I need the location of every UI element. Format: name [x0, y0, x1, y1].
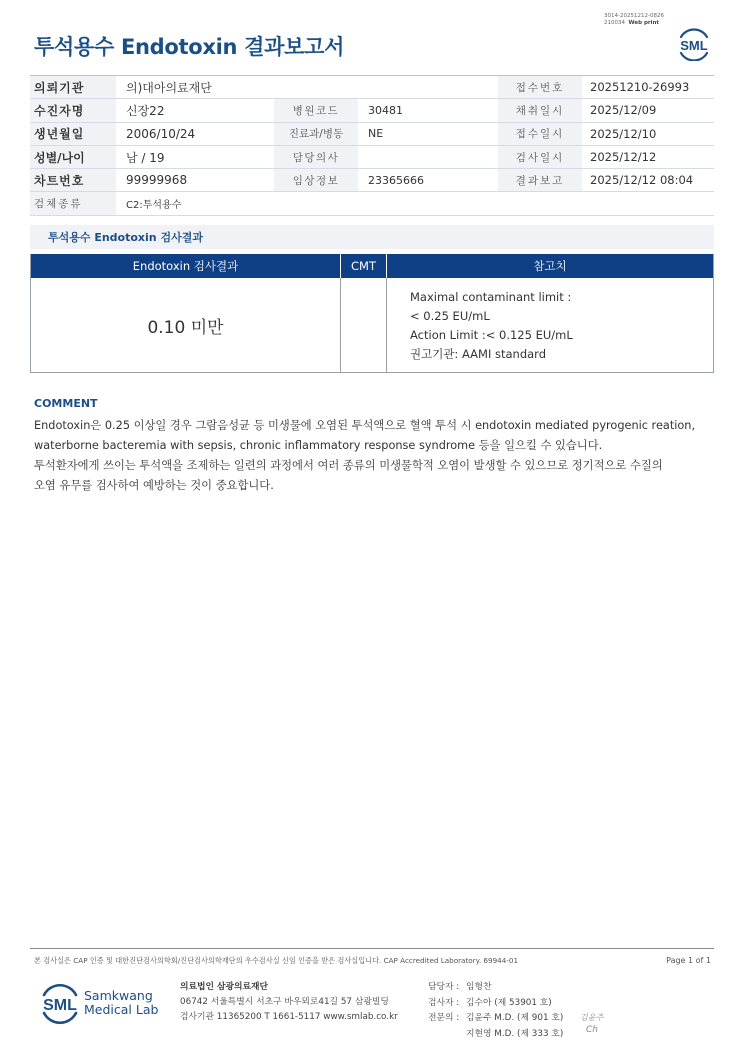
label-specimen-type: 검체종류 [30, 192, 116, 214]
label-collection-date: 채취일시 [498, 99, 582, 121]
value-result-report: 2025/12/12 08:04 [590, 173, 694, 188]
organization-info [180, 980, 398, 1025]
label-clinical-info: 임상정보 [274, 169, 358, 191]
label-physician: 담당의사 [274, 146, 358, 168]
brand-name [84, 989, 158, 1017]
accreditation-note: 본 검사실은 CAP 인증 및 대한진단검사의학회/진단검사의학재단의 우수검사실 신임 인증을 받은 검사실입니다. CAP Accredited Laboratory. 69944-01 [34, 956, 519, 965]
staff-row: 지현영 M.D. (제 333 호) [466, 1028, 564, 1039]
page-number: Page 1 of 1 [666, 956, 711, 965]
value-requesting-institution: 의)대아의료재단 [126, 80, 212, 95]
label-receipt-number: 접수번호 [498, 76, 582, 98]
comment-title: COMMENT [34, 397, 98, 410]
document-code-line2: 210034 Web print [604, 20, 660, 26]
info-row [30, 123, 714, 146]
comment-line: 오염 유무를 검사하여 예방하는 것이 중요합니다. [34, 479, 274, 492]
document-code-line1: 3014-20251212-0826 [604, 13, 664, 19]
header-endotoxin-result: Endotoxin 검사결과 [31, 254, 341, 278]
label-patient-name: 수진자명 [30, 99, 116, 121]
comment-line: 투석환자에게 쓰이는 투석액을 조제하는 일련의 과정에서 여러 종류의 미생물학적 오염이 발생할 수 있으므로 정기적으로 수질의 [34, 459, 663, 472]
value-hospital-code: 30481 [368, 103, 403, 117]
label-birth-date: 생년월일 [30, 123, 116, 145]
cmt-value [341, 278, 387, 372]
comment-line: waterborne bacteremia with sepsis, chronic inflammatory response syndrome 등을 일으킬 수 있습니다. [34, 439, 603, 452]
label-test-date: 검사일시 [498, 146, 582, 168]
brand-line: Samkwang [84, 988, 153, 1003]
patient-info-table [30, 75, 714, 216]
info-row [30, 76, 714, 99]
value-test-date: 2025/12/12 [590, 150, 657, 165]
value-department: NE [368, 127, 384, 141]
value-receipt-number: 20251210-26993 [590, 80, 690, 95]
staff-row: 검사자 : 김수아 (제 53901 호) [428, 997, 552, 1008]
organization-contact: 검사기관 11365200 T 1661-5117 www.smlab.co.kr [180, 1012, 398, 1022]
section-title: 투석용수 Endotoxin 검사결과 [30, 225, 714, 249]
results-header [31, 254, 713, 278]
document-code [604, 13, 664, 27]
comment-line: Endotoxin은 0.25 이상일 경우 그람음성균 등 미생물에 오염된 투석액으로 혈액 투석 시 endotoxin mediated pyrogenic reation, [34, 419, 696, 432]
header-cmt: CMT [341, 254, 387, 278]
reference-line: < 0.25 EU/mL [410, 309, 490, 323]
reference-line: 권고기관: AAMI standard [410, 347, 546, 361]
staff-row: 전문의 : 김윤주 M.D. (제 901 호) [428, 1013, 564, 1023]
value-sex-age: 남 / 19 [126, 150, 165, 165]
value-birth-date: 2006/10/24 [126, 126, 196, 141]
label-sex-age: 성별/나이 [30, 146, 116, 168]
label-receipt-date: 접수일시 [498, 123, 582, 145]
value-patient-name: 신장22 [126, 103, 165, 118]
label-department: 진료과/병동 [274, 123, 358, 145]
value-specimen-type: C2:투석용수 [126, 200, 182, 212]
sml-logo-icon [38, 982, 82, 1024]
results-table [30, 254, 714, 373]
sml-logo-icon [676, 27, 712, 61]
info-row [30, 146, 714, 169]
signature: 김윤주 [580, 1013, 604, 1022]
reference-line: Maximal contaminant limit : [410, 290, 572, 304]
info-row [30, 99, 714, 122]
info-row [30, 169, 714, 192]
value-receipt-date: 2025/12/10 [590, 126, 657, 141]
value-collection-date: 2025/12/09 [590, 103, 657, 118]
footer-divider [30, 948, 714, 949]
svg-text:SML: SML [680, 38, 708, 53]
reference-line: Action Limit :< 0.125 EU/mL [410, 328, 573, 342]
label-chart-number: 차트번호 [30, 169, 116, 191]
label-requesting-institution: 의뢰기관 [30, 76, 116, 98]
signature: Ch [586, 1025, 598, 1035]
staff-row: 담당자 : 임형찬 [428, 982, 492, 992]
label-hospital-code: 병원코드 [274, 99, 358, 121]
label-result-report: 결과보고 [498, 169, 582, 191]
comment-body [34, 416, 724, 496]
page-title: 투석용수 Endotoxin 결과보고서 [34, 35, 345, 59]
results-row [31, 278, 713, 372]
endotoxin-result-value: 0.10 미만 [31, 278, 341, 372]
brand-line: Medical Lab [84, 1002, 159, 1017]
reference-range [387, 278, 713, 372]
header-reference: 참고치 [533, 259, 567, 273]
info-row-specimen [30, 192, 714, 215]
organization-name: 의료법인 삼광의료재단 [180, 982, 269, 992]
organization-address: 06742 서울특별시 서초구 바우뫼로41길 57 삼광빌딩 [180, 997, 389, 1007]
svg-text:SML: SML [43, 997, 77, 1014]
staff-list [428, 980, 563, 1042]
value-clinical-info: 23365666 [368, 173, 424, 187]
value-chart-number: 99999968 [126, 173, 188, 188]
